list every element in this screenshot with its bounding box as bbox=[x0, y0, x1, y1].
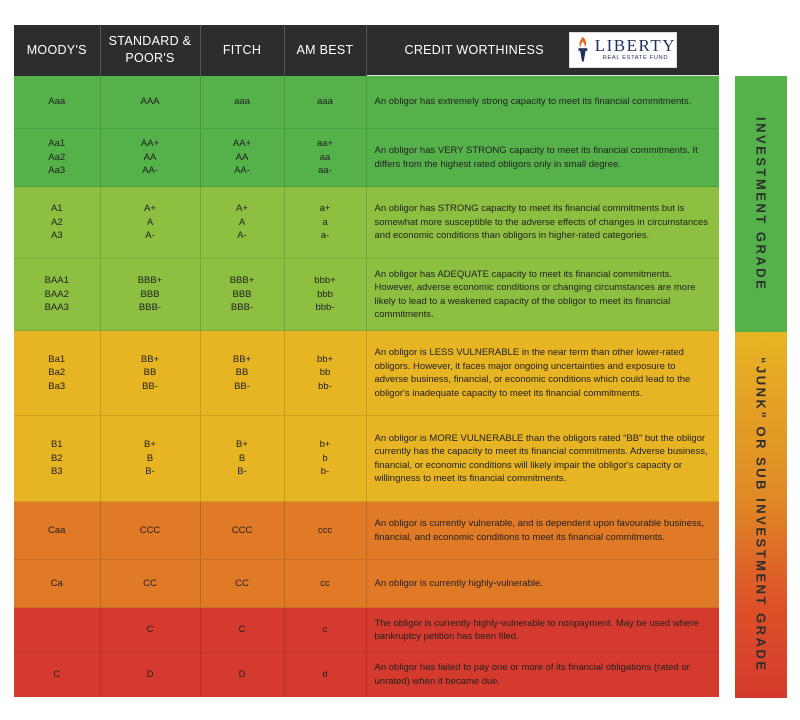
sp-cell: CC bbox=[100, 560, 200, 608]
logo-name: LIBERTY bbox=[594, 36, 676, 55]
fitch-cell: B+ B B- bbox=[200, 416, 284, 502]
credit-worthiness-label: CREDIT WORTHINESS bbox=[404, 43, 544, 57]
fitch-cell: BBB+ BBB BBB- bbox=[200, 259, 284, 331]
description-cell: An obligor is MORE VULNERABLE than the obligors rated “BB” but the obligor currently has the capacity to meet its financial commitments. Adverse business, financial, or economic conditions will likely impair the obligor's capacity or willingness to meet its financial commitments. bbox=[366, 416, 719, 502]
moodys-cell: Aa1 Aa2 Aa3 bbox=[14, 129, 100, 187]
ambest-cell: d bbox=[284, 653, 366, 697]
sp-cell: B+ B B- bbox=[100, 416, 200, 502]
logo-subtitle: REAL ESTATE FUND bbox=[602, 55, 669, 61]
credit-rating-table bbox=[14, 25, 719, 697]
moodys-header: MOODY'S bbox=[14, 25, 100, 76]
rating-row bbox=[14, 259, 719, 331]
fitch-cell: CC bbox=[200, 560, 284, 608]
sp-header-line2: POOR'S bbox=[125, 51, 175, 65]
fitch-cell: A+ A A- bbox=[200, 187, 284, 259]
torch-icon bbox=[574, 34, 592, 66]
description-cell: An obligor has STRONG capacity to meet its financial commitments but is somewhat more susceptible to the adverse effects of changes in circumstances and economic conditions than obligors in higher-rated categories. bbox=[366, 187, 719, 259]
ambest-cell: bbb+ bbb bbb- bbox=[284, 259, 366, 331]
ambest-cell: ccc bbox=[284, 502, 366, 560]
description-cell: An obligor is LESS VULNERABLE in the near term than other lower-rated obligors. However, it faces major ongoing uncertainties and exposure to adverse business, financial, or economic conditions which could lead to the obligor's inadequate capacity to meet its financial commitments. bbox=[366, 331, 719, 416]
description-cell: An obligor has failed to pay one or more of its financial obligations (rated or unrated) when it became due. bbox=[366, 653, 719, 697]
sp-cell: CCC bbox=[100, 502, 200, 560]
junk-grade-band bbox=[735, 332, 787, 698]
sp-cell: BBB+ BBB BBB- bbox=[100, 259, 200, 331]
moodys-cell: C bbox=[14, 653, 100, 697]
ambest-cell: aaa bbox=[284, 76, 366, 129]
sp-cell: BB+ BB BB- bbox=[100, 331, 200, 416]
moodys-cell bbox=[14, 608, 100, 653]
fitch-cell: CCC bbox=[200, 502, 284, 560]
fitch-cell: aaa bbox=[200, 76, 284, 129]
credit-worthiness-header bbox=[366, 25, 719, 76]
rating-row bbox=[14, 502, 719, 560]
moodys-cell: Caa bbox=[14, 502, 100, 560]
rating-row bbox=[14, 560, 719, 608]
moodys-cell: Ca bbox=[14, 560, 100, 608]
moodys-cell: B1 B2 B3 bbox=[14, 416, 100, 502]
ambest-header: AM BEST bbox=[284, 25, 366, 76]
fitch-cell: AA+ AA AA- bbox=[200, 129, 284, 187]
rating-row bbox=[14, 653, 719, 697]
rating-row bbox=[14, 187, 719, 259]
ambest-cell: bb+ bb bb- bbox=[284, 331, 366, 416]
description-cell: The obligor is currently highly-vulnerable to nonpayment. May be used where bankruptcy petition has been filed. bbox=[366, 608, 719, 653]
fitch-cell: D bbox=[200, 653, 284, 697]
fitch-cell: C bbox=[200, 608, 284, 653]
description-cell: An obligor has VERY STRONG capacity to meet its financial commitments. It differs from the highest rated obligors only in small degree. bbox=[366, 129, 719, 187]
sp-cell: A+ A A- bbox=[100, 187, 200, 259]
rating-row bbox=[14, 76, 719, 129]
rating-row bbox=[14, 416, 719, 502]
moodys-cell: Aaa bbox=[14, 76, 100, 129]
investment-grade-label: INVESTMENT GRADE bbox=[753, 116, 769, 292]
rating-row bbox=[14, 608, 719, 653]
moodys-cell: BAA1 BAA2 BAA3 bbox=[14, 259, 100, 331]
ambest-cell: cc bbox=[284, 560, 366, 608]
sp-cell: AAA bbox=[100, 76, 200, 129]
junk-grade-label: “JUNK” OR SUB INVESTMENT GRADE bbox=[753, 357, 769, 673]
sp-cell: AA+ AA AA- bbox=[100, 129, 200, 187]
description-cell: An obligor has ADEQUATE capacity to meet its financial commitments. However, adverse economic conditions or changing circumstances are more likely to lead to a weakened capacity of the obligor to meet its financial commitments. bbox=[366, 259, 719, 331]
ambest-cell: c bbox=[284, 608, 366, 653]
description-cell: An obligor has extremely strong capacity to meet its financial commitments. bbox=[366, 76, 719, 129]
sp-header bbox=[100, 25, 200, 76]
sp-cell: D bbox=[100, 653, 200, 697]
moodys-cell: A1 A2 A3 bbox=[14, 187, 100, 259]
fitch-cell: BB+ BB BB- bbox=[200, 331, 284, 416]
sp-cell: C bbox=[100, 608, 200, 653]
moodys-cell: Ba1 Ba2 Ba3 bbox=[14, 331, 100, 416]
ambest-cell: b+ b b- bbox=[284, 416, 366, 502]
rating-row bbox=[14, 331, 719, 416]
liberty-logo bbox=[569, 32, 677, 68]
ambest-cell: aa+ aa aa- bbox=[284, 129, 366, 187]
ambest-cell: a+ a a- bbox=[284, 187, 366, 259]
sp-header-line1: STANDARD & bbox=[108, 34, 192, 48]
investment-grade-band bbox=[735, 76, 787, 332]
description-cell: An obligor is currently highly-vulnerable. bbox=[366, 560, 719, 608]
rating-row bbox=[14, 129, 719, 187]
description-cell: An obligor is currently vulnerable, and is dependent upon favourable business, financial, and economic conditions to meet its financial commitments. bbox=[366, 502, 719, 560]
fitch-header: FITCH bbox=[200, 25, 284, 76]
header-row bbox=[14, 25, 719, 76]
